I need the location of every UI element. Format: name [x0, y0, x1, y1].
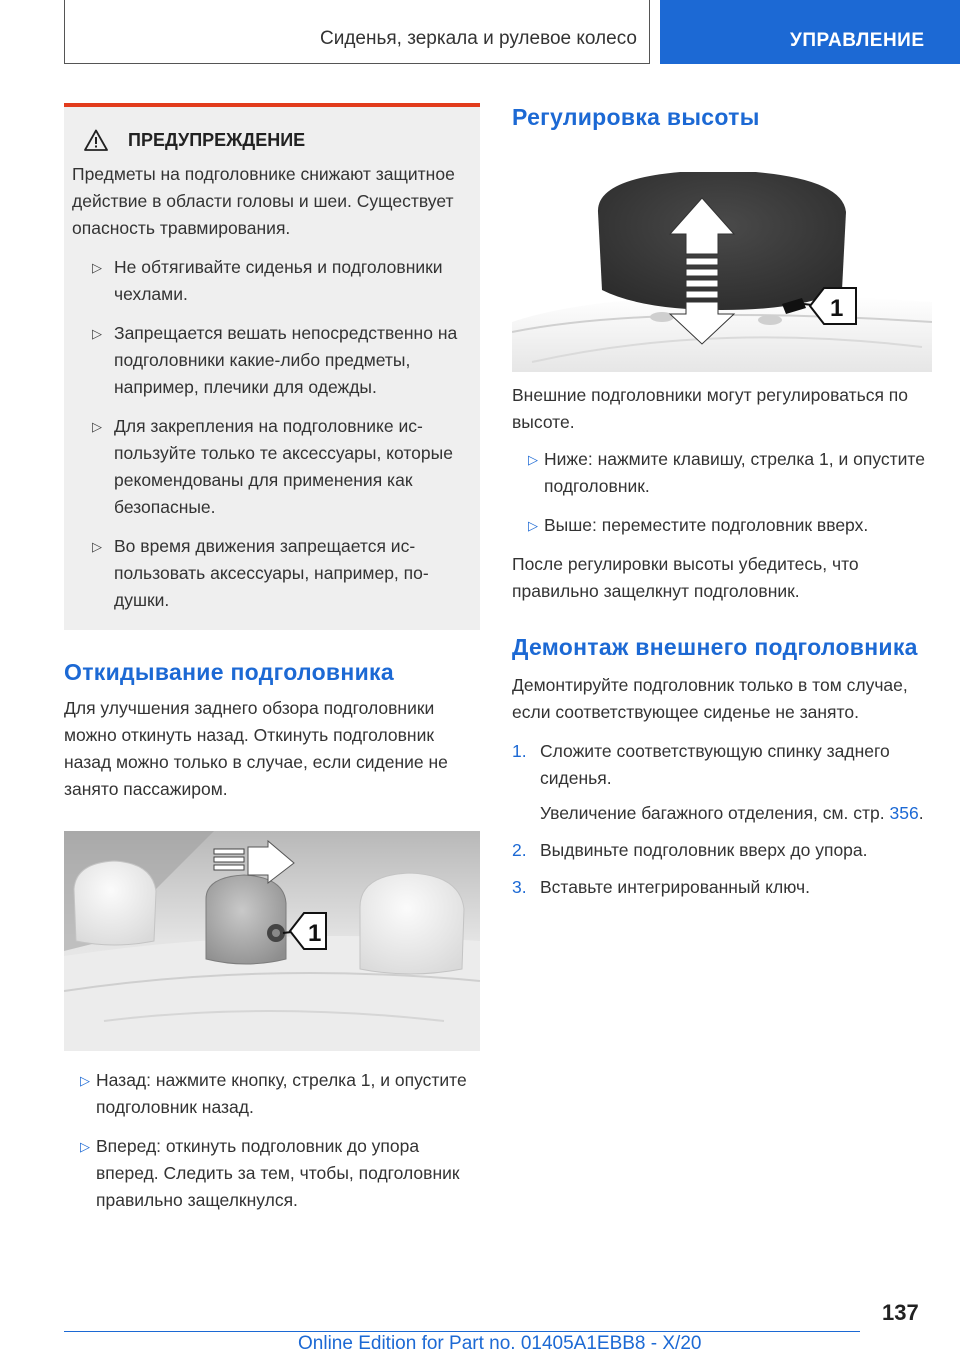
removal-step-note: Увеличение багажного отделения, см. стр. 356. — [540, 803, 924, 823]
bullet-triangle-icon: ▷ — [80, 1139, 90, 1154]
removal-step: 1. Сложите соответствующую спинку заднего сиденья. Увеличение багажного отделения, см. стр. 356. — [512, 738, 932, 827]
height-step-item: ▷ Ниже: нажмите клавишу, стрелка 1, и опустите подголовник. — [512, 446, 932, 500]
headrest-height-image — [512, 172, 932, 372]
fold-headrest-illustration — [64, 831, 480, 1051]
fold-step-item: ▷ Вперед: откинуть подголовник до упора вперед. Следить за тем, чтобы, подголовник правильно защелкнулся. — [64, 1133, 480, 1214]
rear-seat-image — [64, 831, 480, 1051]
height-callout-number: 1 — [830, 295, 844, 322]
warning-item: ▷ Во время движения запрещается использовать аксессуары, например, подушки. — [72, 533, 470, 614]
fold-callout-number: 1 — [308, 920, 322, 947]
fold-description: Для улучшения заднего обзора подголовники можно откинуть назад. Откинуть подголовник назад можно только в случае, если сидение не занято пассажиром. — [64, 698, 448, 799]
section-heading-removal: Демонтаж внешнего подголовника — [512, 634, 918, 660]
right-column — [512, 103, 932, 911]
section-heading-fold: Откидывание подголовника — [64, 659, 394, 685]
warning-title: ПРЕДУПРЕЖДЕНИЕ — [128, 129, 306, 150]
height-headrest-illustration — [512, 172, 932, 372]
footer-edition: Online Edition for Part no. 01405A1EBB8 - X/20 — [298, 1333, 702, 1354]
bullet-triangle-icon: ▷ — [80, 1073, 90, 1088]
warning-item: ▷ Не обтягивайте сиденья и подголовники чехлами. — [72, 254, 470, 308]
warning-triangle-icon — [84, 129, 108, 151]
warning-item: ▷ Запрещается вешать непосредственно на подголовники какие-либо предметы, например, плечики для одежды. — [72, 320, 470, 401]
warning-box — [64, 103, 480, 630]
bullet-triangle-icon: ▷ — [528, 452, 538, 467]
header-chapter-tab — [660, 0, 960, 64]
bullet-triangle-icon: ▷ — [528, 518, 538, 533]
fold-step-item: ▷ Назад: нажмите кнопку, стрелка 1, и опустите подголовник назад. — [64, 1067, 480, 1121]
fold-steps — [64, 1067, 480, 1214]
warning-intro: Предметы на подголовнике снижают защитное действие в области головы и шеи. Существует опасность травмирования. — [72, 164, 455, 238]
bullet-triangle-icon: ▷ — [92, 326, 102, 341]
bullet-triangle-icon: ▷ — [92, 539, 102, 554]
removal-description: Демонтируйте подголовник только в том случае, если соответствующее сиденье не занято. — [512, 675, 908, 722]
bullet-triangle-icon: ▷ — [92, 419, 102, 434]
left-column — [64, 103, 480, 1226]
height-step-item: ▷ Выше: переместите подголовник вверх. — [512, 512, 932, 539]
header-chapter-label: УПРАВЛЕНИЕ — [790, 30, 925, 51]
section-heading-height: Регулировка высоты — [512, 104, 760, 130]
footer-divider — [64, 1331, 860, 1332]
bullet-triangle-icon: ▷ — [92, 260, 102, 275]
height-description: Внешние подголовники могут регулироваться по высоте. — [512, 385, 909, 432]
warning-item: ▷ Для закрепления на подголовнике используйте только те аксессуары, которые рекомендованы для применения как безопасные. — [72, 413, 470, 521]
header-section-box — [64, 0, 650, 64]
removal-step: 3. Вставьте интегрированный ключ. — [512, 877, 810, 897]
header-section-title: Сиденья, зеркала и рулевое колесо — [320, 28, 637, 49]
page-reference-link[interactable]: 356 — [889, 803, 919, 823]
removal-step: 2. Выдвиньте подголовник вверх до упора. — [512, 840, 868, 860]
page-number: 137 — [882, 1300, 919, 1325]
warning-header — [84, 129, 470, 151]
height-after-note: После регулировки высоты убедитесь, что правильно защелкнут подголовник. — [512, 554, 859, 601]
